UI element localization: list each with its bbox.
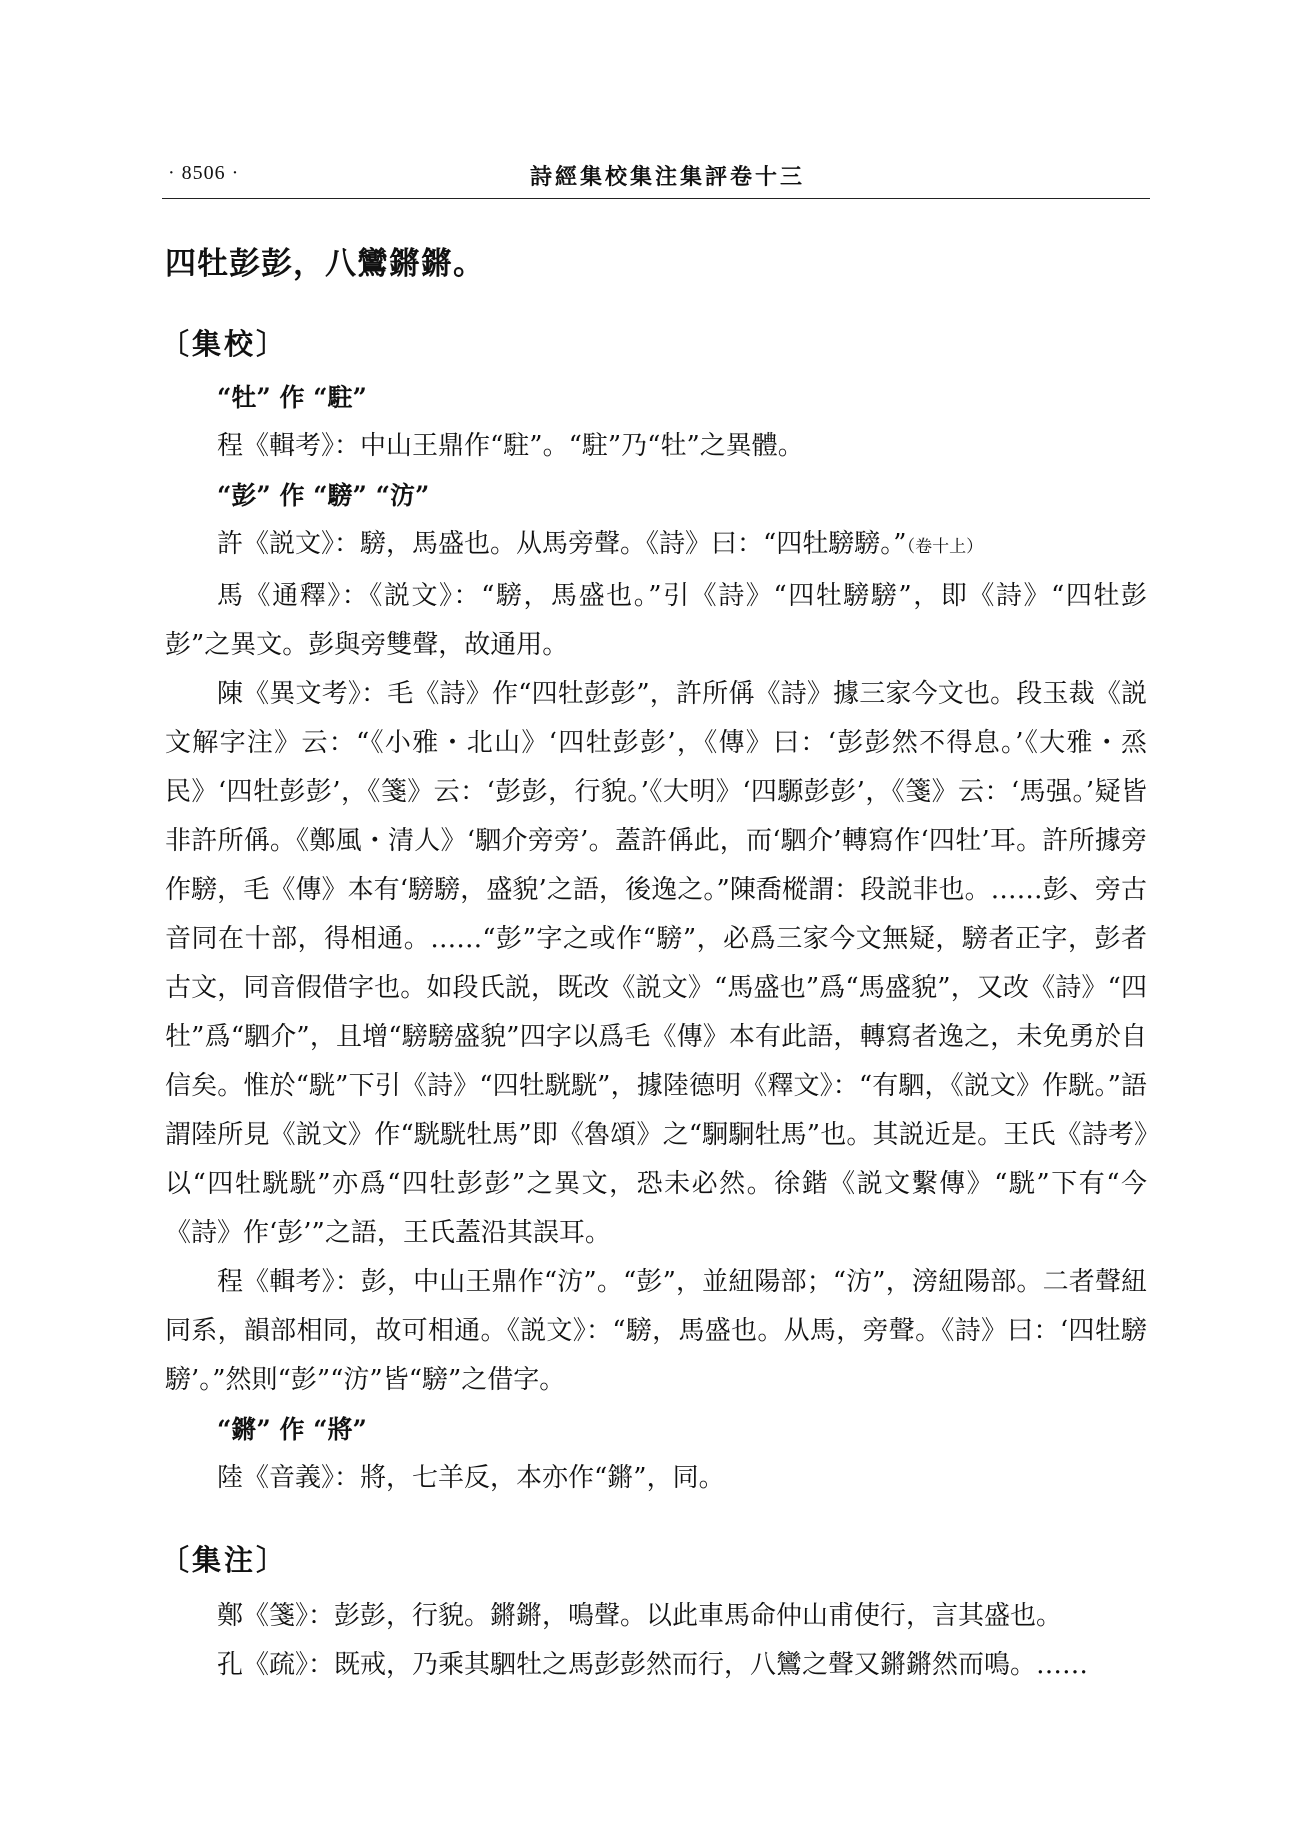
paragraph: 陸《音義》：將，七羊反，本亦作“鏘”，同。 [217, 1463, 725, 1493]
paragraph: 程《輯考》：彭，中山王鼎作“汸”。“彭”，並紐陽部；“汸”，滂紐陽部。二者聲紐同系，韻部相同，故可相通。《説文》：“騯，馬盛也。从馬，旁聲。《詩》曰：‘四牡騯騯’。”然則“彭”“汸”皆“騯”之借字。 [165, 1267, 1147, 1395]
paragraph [165, 520, 1147, 572]
paragraph: 馬《通釋》：《説文》：“騯，馬盛也。”引《詩》“四牡騯騯”，即《詩》“四牡彭彭”之異文。彭與旁雙聲，故通用。 [165, 581, 1147, 660]
collation-subhead: “鏘” 作 “將” [217, 1415, 367, 1444]
collation-subhead: “彭” 作 “騯” “汸” [217, 481, 430, 510]
paragraph: 陳《異文考》：毛《詩》作“四牡彭彭”，許所偁《詩》據三家今文也。段玉裁《説文解字注》云：“《小雅・北山》‘四牡彭彭’，《傳》曰：‘彭彭然不得息。’《大雅・烝民》‘四牡彭彭’，《箋》云：‘彭彭，行貌。’《大明》‘四騵彭彭’，《箋》云：‘馬强。’疑皆非許所偁。《鄭風・清人》‘駟介旁旁’。蓋許偁此，而‘駟介’轉寫作‘四牡’耳。許所據旁作騯，毛《傳》本有‘騯騯，盛貌’之語，後逸之。”陳喬樅謂：段説非也。……彭、旁古音同在十部，得相通。……“彭”字之或作“騯”，必爲三家今文無疑，騯者正字，彭者古文，同音假借字也。如段氏説，既改《説文》“馬盛也”爲“馬盛貌”，又改《詩》“四牡”爲“駟介”，且增“騯騯盛貌”四字以爲毛《傳》本有此語，轉寫者逸之，未免勇於自信矣。惟於“駫”下引《詩》“四牡駫駫”，據陸德明《釋文》：“有駟，《説文》作駫。”語謂陸所見《説文》作“駫駫牡馬”即《魯頌》之“駉駉牡馬”也。其説近是。王氏《詩考》以“四牡駫駫”亦爲“四牡彭彭”之異文，恐未必然。徐鍇《説文繫傳》“駫”下有“今《詩》作‘彭’”之語，王氏蓋沿其誤耳。 [165, 679, 1147, 1248]
paragraph: 程《輯考》：中山王鼎作“駐”。“駐”乃“牡”之異體。 [217, 431, 804, 461]
volume-note: （卷十上） [906, 537, 984, 557]
running-title: 詩經集校集注集評卷十三 [530, 164, 806, 190]
jizhu-body [165, 1592, 1147, 1690]
paragraph: 鄭《箋》：彭彭，行貌。鏘鏘，鳴聲。以此車馬命仲山甫使行，言其盛也。 [217, 1601, 1063, 1631]
collation-subhead: “牡” 作 “駐” [217, 383, 367, 412]
section-title-jijiao: 〔集校〕 [160, 327, 289, 361]
paragraph: 孔《疏》：既戒，乃乘其駟牡之馬彭彭然而行，八鸞之聲又鏘鏘然而鳴。…… [217, 1650, 1089, 1680]
section-title-jizhu: 〔集注〕 [160, 1543, 289, 1577]
page-number: · 8506 · [168, 162, 240, 184]
paragraph-text: 許《説文》：騯，馬盛也。从馬旁聲。《詩》曰：“四牡騯騯。” [217, 529, 907, 559]
verse-heading: 四牡彭彭，八鸞鏘鏘。 [165, 246, 485, 282]
header-rule [162, 198, 1150, 199]
jijiao-body [165, 373, 1147, 1503]
page-header [162, 158, 1150, 198]
